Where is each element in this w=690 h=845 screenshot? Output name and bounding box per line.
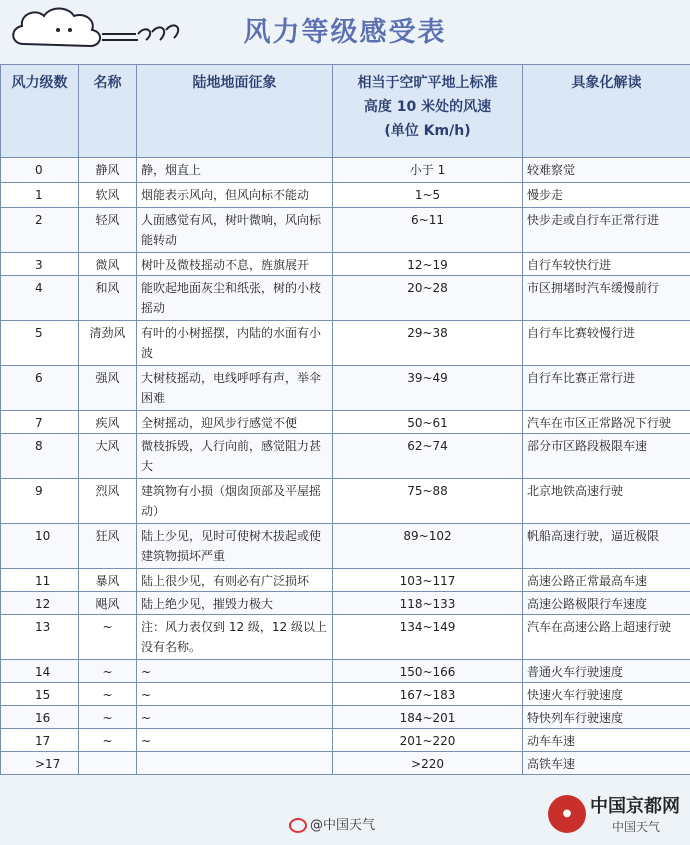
- cell-speed: 12~19: [333, 253, 523, 276]
- cell-land: [137, 752, 333, 775]
- cell-speed: 20~28: [333, 276, 523, 321]
- cell-name: 轻风: [79, 208, 137, 253]
- table-row: [1, 253, 690, 276]
- cell-name: ~: [79, 706, 137, 729]
- cell-name: [79, 752, 137, 775]
- site-logo-text: 中国京都网: [590, 796, 680, 817]
- cell-land: 微枝拆毁，人行向前，感觉阻力甚大: [137, 434, 333, 479]
- cell-name: 强风: [79, 366, 137, 411]
- cell-speed: 103~117: [333, 569, 523, 592]
- cell-name: 微风: [79, 253, 137, 276]
- site-sub-text: 中国天气: [612, 820, 661, 834]
- header-desc: 具象化解读: [523, 65, 690, 158]
- header-speed-line2: 高度 10 米处的风速: [363, 99, 492, 115]
- table-row: [1, 158, 690, 183]
- cell-level: 7: [1, 411, 79, 434]
- cell-name: ~: [79, 660, 137, 683]
- cell-desc: 汽车在市区正常路况下行驶: [523, 411, 690, 434]
- cell-desc: 高速公路正常最高车速: [523, 569, 690, 592]
- cell-land: ~: [137, 660, 333, 683]
- cell-speed: 118~133: [333, 592, 523, 615]
- cell-desc: 较难察觉: [523, 158, 690, 183]
- cell-land: 树叶及微枝摇动不息，旌旗展开: [137, 253, 333, 276]
- table-row: [1, 569, 690, 592]
- cell-speed: 201~220: [333, 729, 523, 752]
- cell-speed: 167~183: [333, 683, 523, 706]
- cell-level: 15: [1, 683, 79, 706]
- cell-land: 陆上绝少见，摧毁力极大: [137, 592, 333, 615]
- cell-desc: 高速公路极限行车速度: [523, 592, 690, 615]
- table-row: [1, 321, 690, 366]
- table-row: [1, 183, 690, 208]
- cell-speed: 小于 1: [333, 158, 523, 183]
- table-row: [1, 479, 690, 524]
- weibo-icon: [289, 818, 307, 833]
- cell-speed: 1~5: [333, 183, 523, 208]
- header-name: 名称: [79, 65, 137, 158]
- cell-level: 10: [1, 524, 79, 569]
- header: [0, 0, 690, 64]
- cell-land: 大树枝摇动，电线呼呼有声，举伞困难: [137, 366, 333, 411]
- table-row: [1, 683, 690, 706]
- cell-name: 狂风: [79, 524, 137, 569]
- table-row: [1, 615, 690, 660]
- wind-scale-table: [0, 64, 690, 775]
- table-row: [1, 660, 690, 683]
- table-row: [1, 729, 690, 752]
- cell-level: 1: [1, 183, 79, 208]
- cell-level: 0: [1, 158, 79, 183]
- cell-speed: 39~49: [333, 366, 523, 411]
- table-row: [1, 366, 690, 411]
- cell-level: >17: [1, 752, 79, 775]
- table-row: [1, 434, 690, 479]
- cell-level: 4: [1, 276, 79, 321]
- cell-land: 有叶的小树摇摆，内陆的水面有小波: [137, 321, 333, 366]
- cell-name: 烈风: [79, 479, 137, 524]
- cell-desc: 北京地铁高速行驶: [523, 479, 690, 524]
- cell-speed: 184~201: [333, 706, 523, 729]
- cell-name: 和风: [79, 276, 137, 321]
- cell-level: 5: [1, 321, 79, 366]
- cell-name: 清劲风: [79, 321, 137, 366]
- cell-desc: 市区拥堵时汽车缓慢前行: [523, 276, 690, 321]
- header-speed-line1: 相当于空旷平地上标准: [357, 75, 498, 91]
- cell-land: 能吹起地面灰尘和纸张，树的小枝摇动: [137, 276, 333, 321]
- cell-land: 建筑物有小损（烟囱顶部及平屋摇动）: [137, 479, 333, 524]
- cell-land: ~: [137, 706, 333, 729]
- cell-level: 16: [1, 706, 79, 729]
- cell-desc: 自行车较快行进: [523, 253, 690, 276]
- cell-speed: 6~11: [333, 208, 523, 253]
- cell-land: 烟能表示风向，但风向标不能动: [137, 183, 333, 208]
- cell-desc: 自行车比赛正常行进: [523, 366, 690, 411]
- cell-desc: 部分市区路段极限车速: [523, 434, 690, 479]
- page-title: 风力等级感受表: [243, 17, 447, 48]
- cell-level: 8: [1, 434, 79, 479]
- cell-name: 疾风: [79, 411, 137, 434]
- cell-level: 2: [1, 208, 79, 253]
- cell-land: ~: [137, 729, 333, 752]
- header-level: 风力级数: [1, 65, 79, 158]
- table-row: [1, 524, 690, 569]
- cell-land: 陆上少见，见时可使树木拔起或使建筑物损坏严重: [137, 524, 333, 569]
- cell-level: 14: [1, 660, 79, 683]
- cell-land: ~: [137, 683, 333, 706]
- table-header-row: [1, 65, 690, 158]
- cell-desc: 高铁车速: [523, 752, 690, 775]
- cell-level: 17: [1, 729, 79, 752]
- cell-speed: 29~38: [333, 321, 523, 366]
- weibo-text: @中国天气: [310, 818, 376, 833]
- cell-land: 全树摇动，迎风步行感觉不便: [137, 411, 333, 434]
- header-speed-line3: (单位 Km/h): [384, 123, 471, 139]
- cell-desc: 帆船高速行驶，逼近极限: [523, 524, 690, 569]
- cell-name: 暴风: [79, 569, 137, 592]
- header-speed: [333, 65, 523, 158]
- cell-speed: 134~149: [333, 615, 523, 660]
- cell-desc: 汽车在高速公路上超速行驶: [523, 615, 690, 660]
- weibo-handle: [289, 814, 375, 833]
- table-row: [1, 592, 690, 615]
- cell-level: 11: [1, 569, 79, 592]
- table-row: [1, 208, 690, 253]
- cell-land: 静，烟直上: [137, 158, 333, 183]
- table-row: [1, 276, 690, 321]
- cell-land: 人面感觉有风，树叶微响，风向标能转动: [137, 208, 333, 253]
- cell-name: 静风: [79, 158, 137, 183]
- cell-level: 12: [1, 592, 79, 615]
- cell-desc: 特快列车行驶速度: [523, 706, 690, 729]
- cell-name: ~: [79, 729, 137, 752]
- stamp-logo: ●: [548, 795, 586, 833]
- table-row: [1, 752, 690, 775]
- cell-name: 大风: [79, 434, 137, 479]
- cell-level: 13: [1, 615, 79, 660]
- table-row: [1, 706, 690, 729]
- header-land: 陆地地面征象: [137, 65, 333, 158]
- cell-name: 软风: [79, 183, 137, 208]
- cell-level: 3: [1, 253, 79, 276]
- cell-level: 9: [1, 479, 79, 524]
- cell-desc: 普通火车行驶速度: [523, 660, 690, 683]
- cell-desc: 自行车比赛较慢行进: [523, 321, 690, 366]
- cell-speed: 89~102: [333, 524, 523, 569]
- cell-desc: 快步走或自行车正常行进: [523, 208, 690, 253]
- table-row: [1, 411, 690, 434]
- cell-land: 注：风力表仅到 12 级，12 级以上没有名称。: [137, 615, 333, 660]
- cell-level: 6: [1, 366, 79, 411]
- cell-speed: 62~74: [333, 434, 523, 479]
- cell-land: 陆上很少见，有则必有广泛损坏: [137, 569, 333, 592]
- cell-name: ~: [79, 615, 137, 660]
- cell-desc: 慢步走: [523, 183, 690, 208]
- table-body: [1, 158, 690, 775]
- cell-name: ~: [79, 683, 137, 706]
- footer: [0, 790, 690, 845]
- cell-name: 飓风: [79, 592, 137, 615]
- cell-desc: 动车车速: [523, 729, 690, 752]
- cell-speed: 50~61: [333, 411, 523, 434]
- cell-speed: 75~88: [333, 479, 523, 524]
- cell-speed: >220: [333, 752, 523, 775]
- cell-speed: 150~166: [333, 660, 523, 683]
- cell-desc: 快速火车行驶速度: [523, 683, 690, 706]
